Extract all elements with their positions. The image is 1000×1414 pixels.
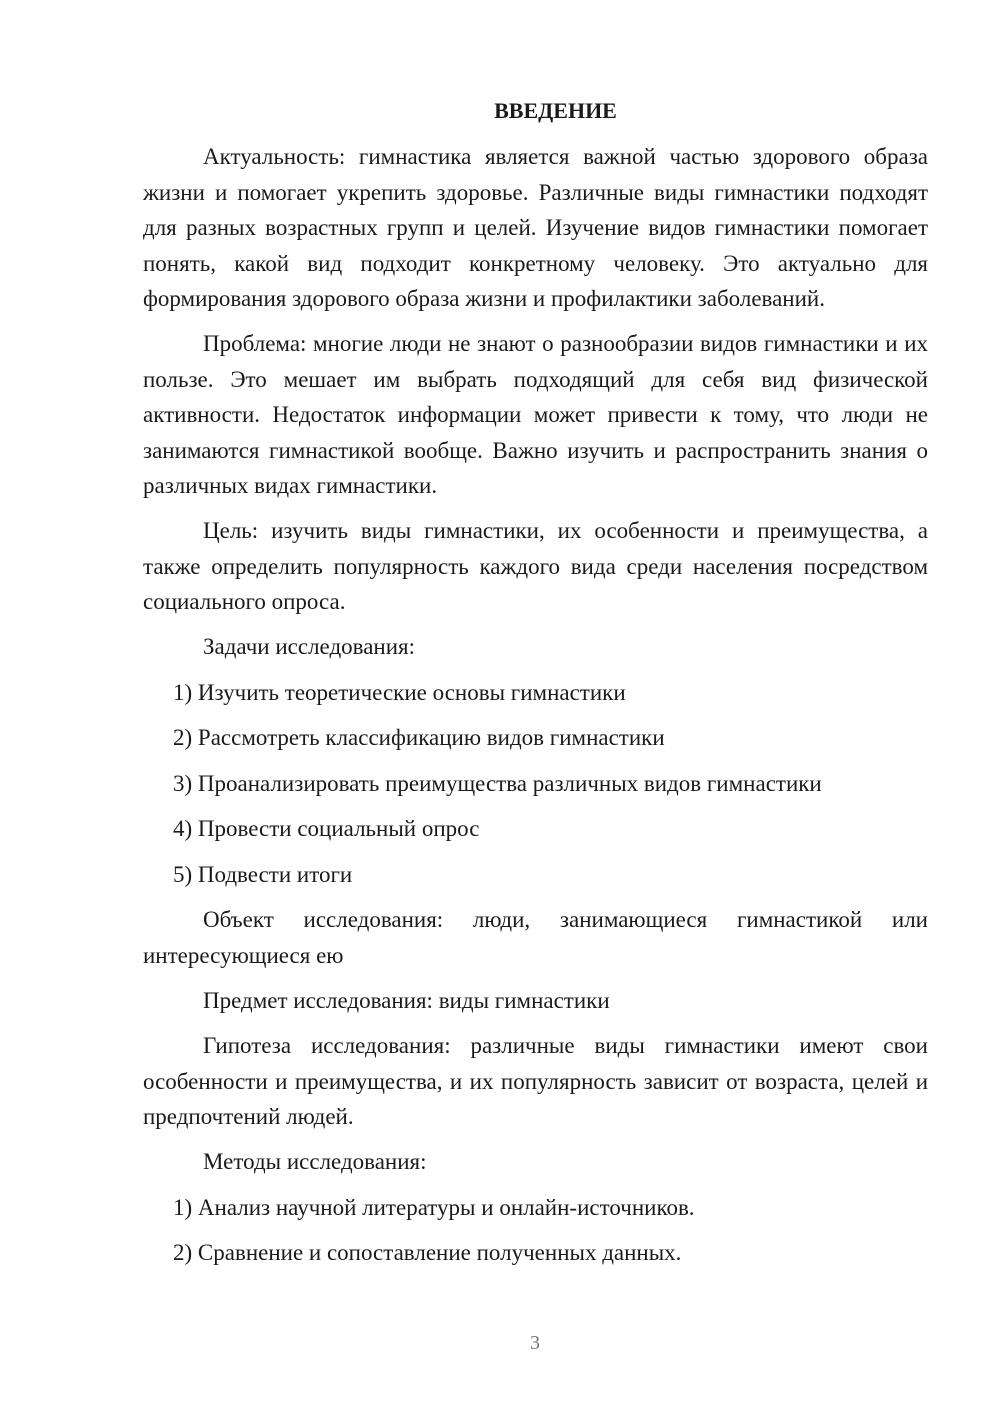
document-body — [143, 95, 928, 1281]
methods-heading: Методы исследования: — [203, 1149, 427, 1174]
task-item: 3) Проанализировать преимущества различных видов гимнастики — [173, 770, 822, 796]
goal-paragraph: Цель: изучить виды гимнастики, их особенности и преимущества, а также определить популярность каждого вида среди населения посредством социального опроса. — [143, 518, 928, 614]
method-item: 2) Сравнение и сопоставление полученных данных. — [173, 1240, 682, 1265]
section-title: ВВЕДЕНИЕ — [494, 98, 617, 123]
task-item: 1) Изучить теоретические основы гимнастики — [173, 679, 626, 705]
object-paragraph: Объект исследования: люди, занимающиеся гимнастикой или интересующиеся ею — [143, 907, 928, 968]
task-item: 4) Провести социальный опрос — [173, 816, 480, 841]
page-number: 3 — [530, 1332, 540, 1354]
problem-paragraph: Проблема: многие люди не знают о разнообразии видов гимнастики и их пользе. Это мешает им выбрать подходящий для себя вид физической активности. Недостаток информации может привести к тому, что люди не занимаются гимнастикой вообще. Важно изучить и распространить знания о различных видах гимнастики. — [143, 331, 928, 498]
task-item: 5) Подвести итоги — [173, 861, 353, 887]
relevance-paragraph: Актуальность: гимнастика является важной частью здорового образа жизни и помогает укрепить здоровье. Различные виды гимнастики подходят для разных возрастных групп и целей. Изучение видов гимнастики помогает понять, какой вид подходит конкретному человеку. Это актуально для формирования здорового образа жизни и профилактики заболеваний. — [143, 144, 928, 311]
subject-paragraph: Предмет исследования: виды гимнастики — [203, 987, 610, 1013]
method-item: 1) Анализ научной литературы и онлайн-источников. — [173, 1194, 695, 1220]
tasks-heading: Задачи исследования: — [203, 634, 416, 659]
hypothesis-paragraph: Гипотеза исследования: различные виды гимнастики имеют свои особенности и преимущества, и их популярность зависит от возраста, целей и предпочтений людей. — [143, 1033, 928, 1129]
task-item: 2) Рассмотреть классификацию видов гимнастики — [173, 725, 665, 750]
